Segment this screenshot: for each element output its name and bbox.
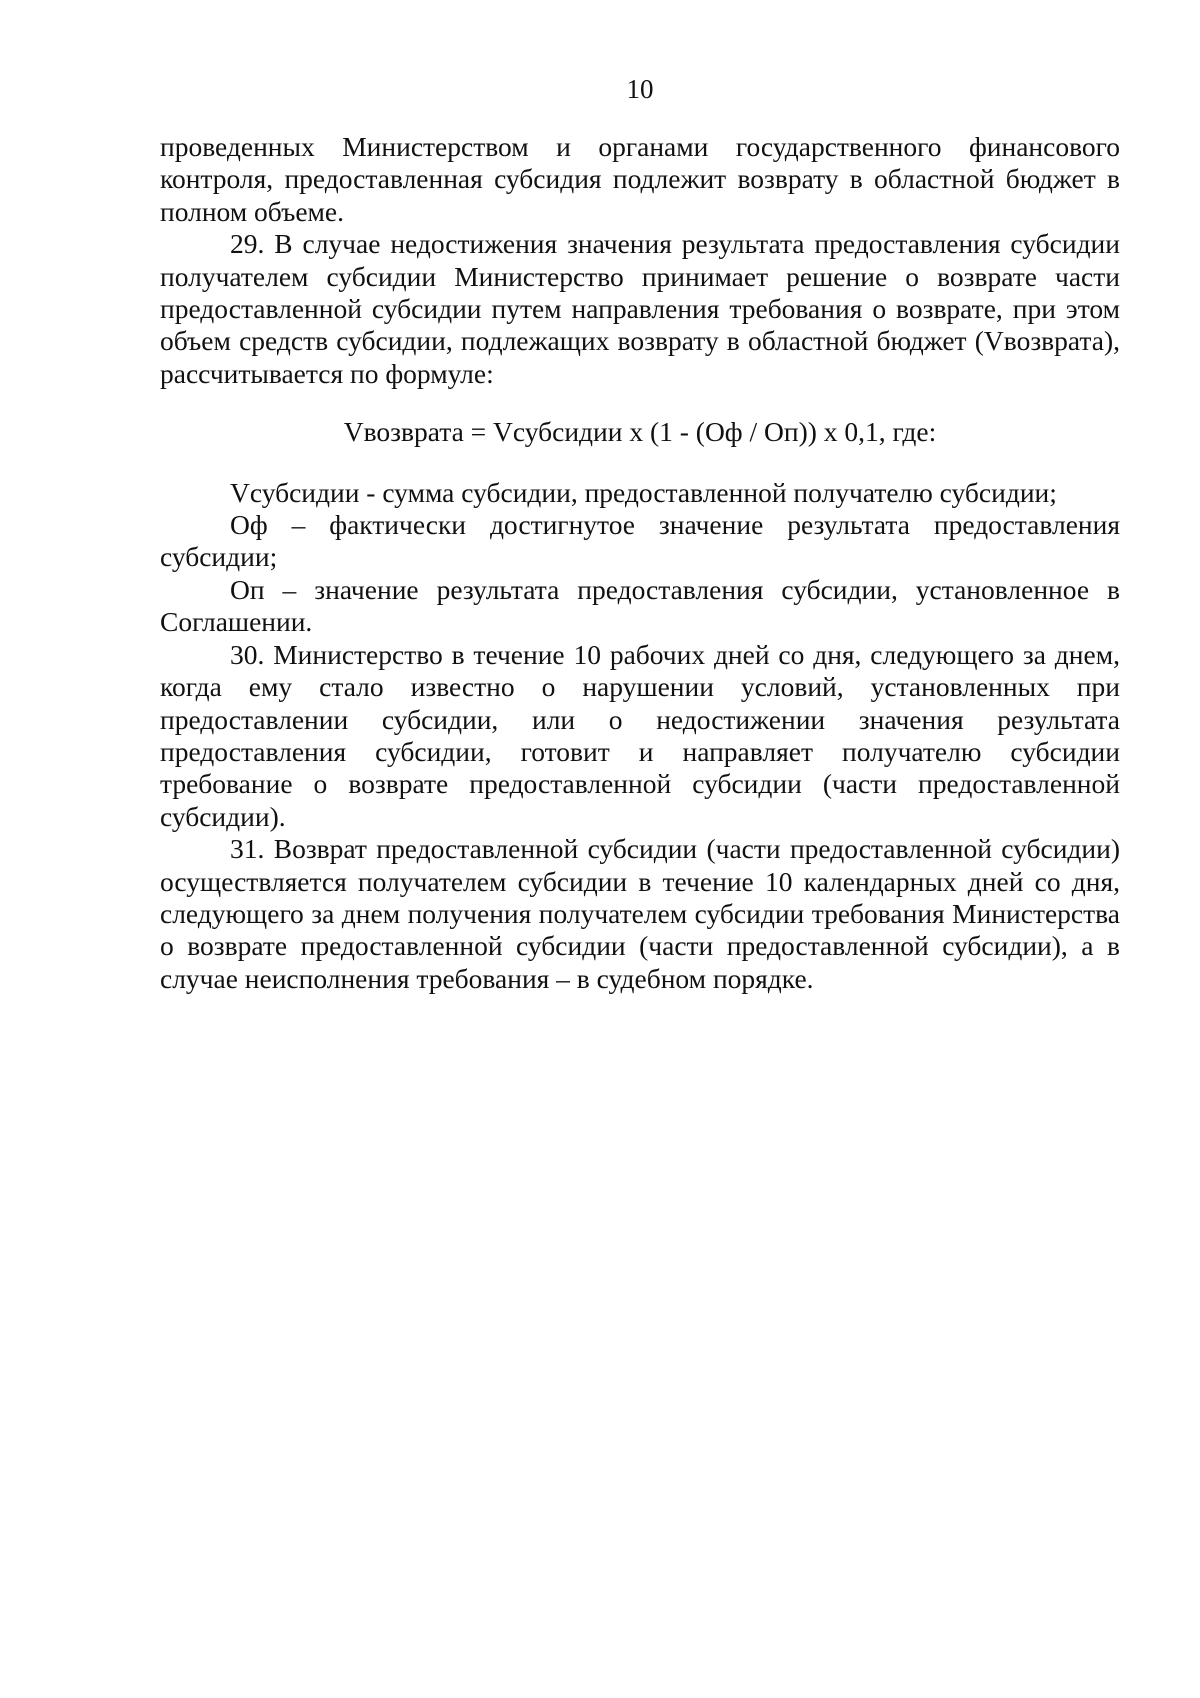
paragraph-31: 31. Возврат предоставленной субсидии (части предоставленной субсидии) осуществляется получателем субсидии в течение 10 календарных дней со дня, следующего за днем получения получателем субсидии требования Министерства о возврате предоставленной субсидии (части предоставленной субсидии), а в случае неисполнения требования – в судебном порядке. — [160, 833, 1120, 994]
document-body — [160, 131, 1120, 995]
definition-of: Оф – фактически достигнутое значение результата предоставления субсидии; — [160, 509, 1120, 573]
page-number: 10 — [626, 74, 654, 104]
definition-v-subsidy: Vсубсидии - сумма субсидии, предоставленной получателю субсидии; — [230, 476, 1057, 508]
definition-op: Оп – значение результата предоставления субсидии, установленное в Соглашении. — [160, 573, 1120, 638]
paragraph-30: 30. Министерство в течение 10 рабочих дней со дня, следующего за днем, когда ему стало известно о нарушении условий, установленных при предоставлении субсидии, или о недостижении значения результата предоставления субсидии, готовит и направляет получателю субсидии требование о возврате предоставленной субсидии (части предоставленной субсидии). — [160, 638, 1120, 832]
paragraph-intro: проведенных Министерством и органами государственного финансового контроля, предоставленная субсидия подлежит возврату в областной бюджет в полном объеме. — [160, 131, 1120, 227]
formula: Vвозврата = Vсубсидии x (1 - (Оф / Оп)) x 0,1, где: — [343, 416, 937, 448]
paragraph-29: 29. В случае недостижения значения результата предоставления субсидии получателем субсидии Министерство принимает решение о возврате части предоставленной субсидии путем направления требования о возврате, при этом объем средств субсидии, подлежащих возврату в областной бюджет (Vвозврата), рассчитывается по формуле: — [160, 228, 1120, 389]
